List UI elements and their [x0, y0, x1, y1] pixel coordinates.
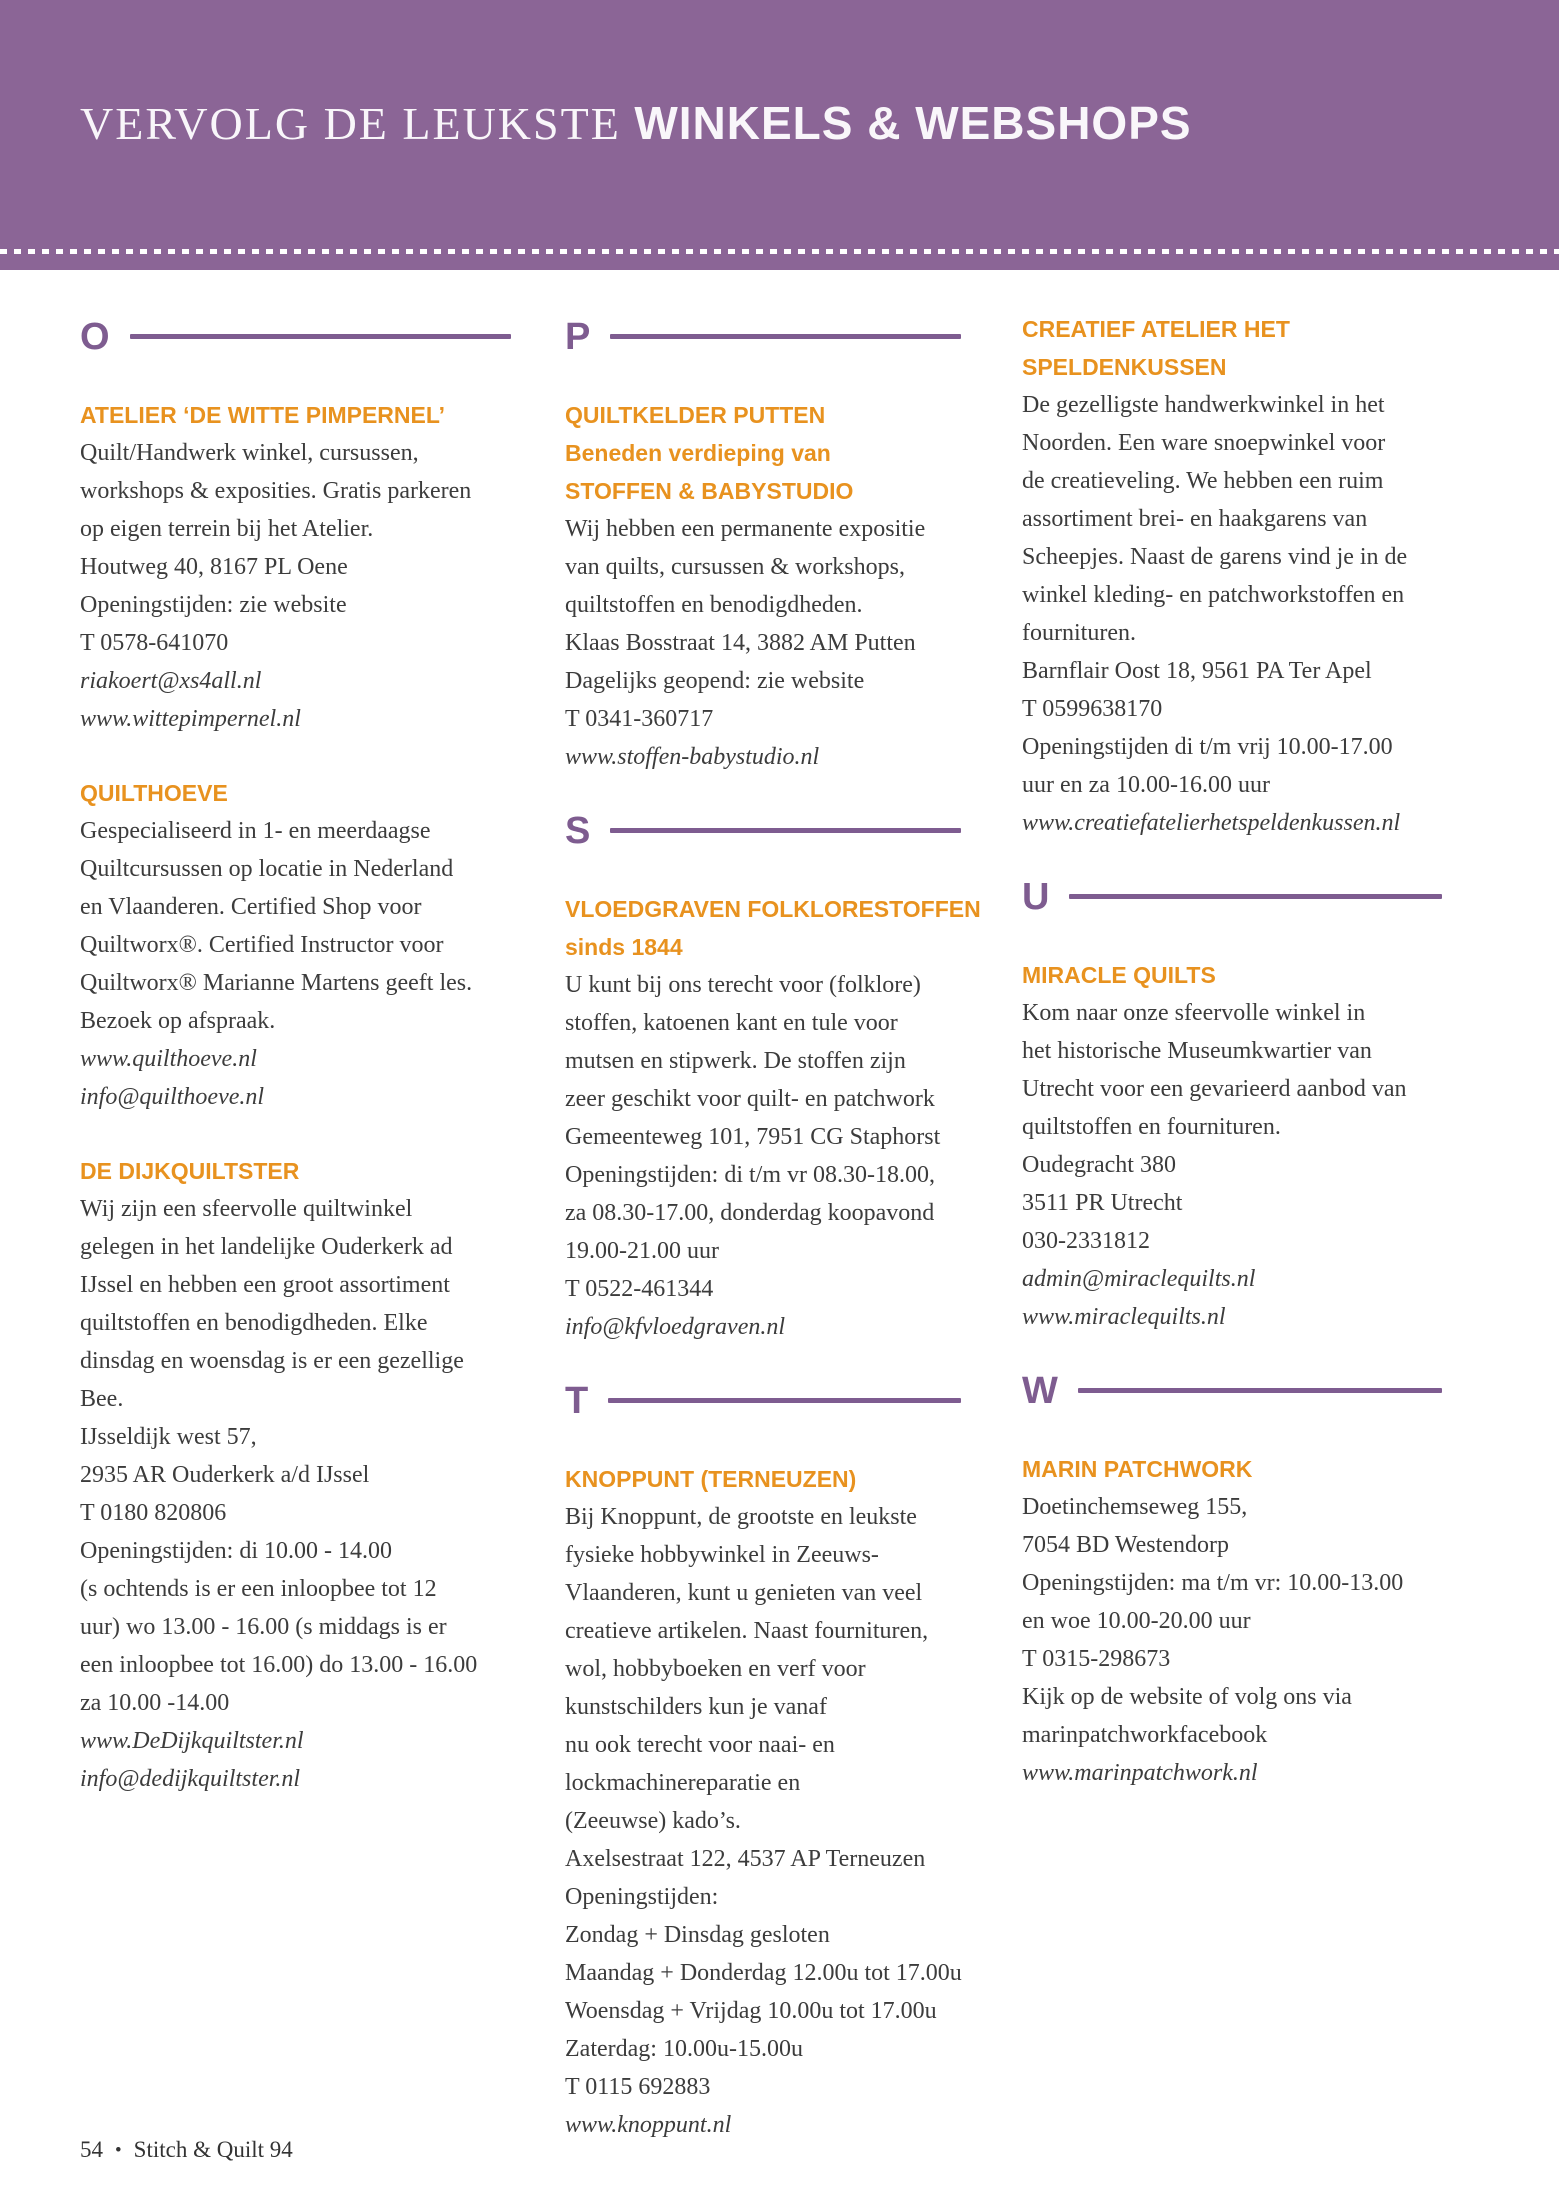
shop-listing [565, 396, 985, 776]
shop-name: MIRACLE QUILTS [1022, 962, 1216, 988]
section-rule [610, 334, 961, 339]
shop-detail: Zondag + Dinsdag gesloten [565, 1922, 830, 1948]
section-letter-w [1022, 1372, 1466, 1410]
shop-detail: marinpatchworkfacebook [1022, 1722, 1268, 1748]
section-letter-label: T [565, 1380, 589, 1422]
shop-listing [565, 1460, 985, 2144]
shop-detail: Gemeenteweg 101, 7951 CG Staphorst [565, 1124, 941, 1150]
shop-detail: Openingstijden: [565, 1884, 719, 1910]
shop-link: riakoert@xs4all.nl [80, 668, 262, 694]
shop-link: www.creatiefatelierhetspeldenkussen.nl [1022, 810, 1401, 836]
shop-detail: van quilts, cursussen & workshops, [565, 554, 905, 580]
shop-detail: IJssel en hebben een groot assortiment [80, 1272, 450, 1298]
shop-detail: 030-2331812 [1022, 1228, 1150, 1254]
shop-detail: Openingstijden: zie website [80, 592, 347, 618]
shop-detail: za 10.00 -14.00 [80, 1690, 230, 1716]
shop-detail: T 0115 692883 [565, 2074, 711, 2100]
shop-link: www.DeDijkquiltster.nl [80, 1728, 304, 1754]
shop-detail: Woensdag + Vrijdag 10.00u tot 17.00u [565, 1998, 937, 2024]
shop-detail: quiltstoffen en fournituren. [1022, 1114, 1281, 1140]
section-letter-o [80, 318, 535, 356]
shop-detail: quiltstoffen en benodigdheden. Elke [80, 1310, 428, 1336]
shop-detail: (s ochtends is er een inloopbee tot 12 [80, 1576, 437, 1602]
page-footer [80, 2137, 293, 2163]
shop-detail: creatieve artikelen. Naast fournituren, [565, 1618, 929, 1644]
shop-detail: Openingstijden di t/m vrij 10.00-17.00 [1022, 734, 1393, 760]
shop-detail: en Vlaanderen. Certified Shop voor [80, 894, 422, 920]
shop-detail: Vlaanderen, kunt u genieten van veel [565, 1580, 923, 1606]
shop-detail: uur) wo 13.00 - 16.00 (s middags is er [80, 1614, 447, 1640]
shop-detail: T 0180 820806 [80, 1500, 227, 1526]
shop-detail: Openingstijden: di t/m vr 08.30-18.00, [565, 1162, 935, 1188]
shop-listing [80, 1152, 535, 1798]
shop-name: VLOEDGRAVEN FOLKLORESTOFFEN [565, 896, 981, 922]
shop-link: info@kfvloedgraven.nl [565, 1314, 786, 1340]
shop-link: www.quilthoeve.nl [80, 1046, 257, 1072]
shop-detail: De gezelligste handwerkwinkel in het [1022, 392, 1385, 418]
shop-detail: T 0578-641070 [80, 630, 229, 656]
shop-detail: (Zeeuwse) kado’s. [565, 1808, 741, 1834]
shop-detail: quiltstoffen en benodigdheden. [565, 592, 863, 618]
shop-detail: een inloopbee tot 16.00) do 13.00 - 16.00 [80, 1652, 478, 1678]
shop-detail: fysieke hobbywinkel in Zeeuws- [565, 1542, 879, 1568]
shop-detail: Noorden. Een ware snoepwinkel voor [1022, 430, 1386, 456]
page-title [80, 96, 1192, 150]
shop-link: info@dedijkquiltster.nl [80, 1766, 301, 1792]
shop-detail: workshops & exposities. Gratis parkeren [80, 478, 472, 504]
section-letter-label: W [1022, 1370, 1058, 1412]
shop-detail: U kunt bij ons terecht voor (folklore) [565, 972, 921, 998]
shop-link: www.marinpatchwork.nl [1022, 1760, 1258, 1786]
shop-detail: gelegen in het landelijke Ouderkerk ad [80, 1234, 453, 1260]
section-rule [1078, 1388, 1442, 1393]
shop-detail: kunstschilders kun je vanaf [565, 1694, 827, 1720]
section-letter-t [565, 1382, 985, 1420]
shop-detail: lockmachinereparatie en [565, 1770, 801, 1796]
shop-detail: nu ook terecht voor naai- en [565, 1732, 835, 1758]
section-letter-label: P [565, 316, 591, 358]
shop-name: KNOPPUNT (TERNEUZEN) [565, 1466, 857, 1492]
shop-detail: Utrecht voor een gevarieerd aanbod van [1022, 1076, 1407, 1102]
shop-detail: Quiltcursussen op locatie in Nederland [80, 856, 454, 882]
shop-link: www.wittepimpernel.nl [80, 706, 301, 732]
shop-detail: Wij zijn een sfeervolle quiltwinkel [80, 1196, 413, 1222]
shop-listing [80, 396, 535, 738]
shop-link: www.stoffen-babystudio.nl [565, 744, 820, 770]
footer-bullet-icon: • [115, 2140, 122, 2161]
shop-detail: 7054 BD Westendorp [1022, 1532, 1229, 1558]
shop-detail: Quiltworx® Marianne Martens geeft les. [80, 970, 473, 996]
section-letter-u [1022, 878, 1466, 916]
shop-listing [1022, 1450, 1466, 1792]
shop-name: SPELDENKUSSEN [1022, 354, 1227, 380]
shop-detail: Scheepjes. Naast de garens vind je in de [1022, 544, 1408, 570]
shop-name: STOFFEN & BABYSTUDIO [565, 478, 854, 504]
shop-name: DE DIJKQUILTSTER [80, 1158, 300, 1184]
shop-detail: Openingstijden: di 10.00 - 14.00 [80, 1538, 392, 1564]
shop-detail: winkel kleding- en patchworkstoffen en [1022, 582, 1405, 608]
shop-detail: het historische Museumkwartier van [1022, 1038, 1372, 1064]
shop-listing [80, 774, 535, 1116]
shop-detail: Dagelijks geopend: zie website [565, 668, 865, 694]
page-title-bold: WINKELS & WEBSHOPS [634, 97, 1192, 149]
shop-detail: mutsen en stipwerk. De stoffen zijn [565, 1048, 906, 1074]
shop-detail: uur en za 10.00-16.00 uur [1022, 772, 1270, 798]
dashed-divider [0, 249, 1559, 254]
shop-name: QUILTKELDER PUTTEN [565, 402, 826, 428]
shop-detail: zeer geschikt voor quilt- en patchwork [565, 1086, 935, 1112]
shop-listing [1022, 956, 1466, 1336]
shop-detail: Gespecialiseerd in 1- en meerdaagse [80, 818, 431, 844]
shop-detail: Bij Knoppunt, de grootste en leukste [565, 1504, 917, 1530]
shop-name: MARIN PATCHWORK [1022, 1456, 1253, 1482]
shop-detail: Wij hebben een permanente expositie [565, 516, 926, 542]
shop-link: www.knoppunt.nl [565, 2112, 732, 2138]
shop-name: ATELIER ‘DE WITTE PIMPERNEL’ [80, 402, 446, 428]
shop-detail: Barnflair Oost 18, 9561 PA Ter Apel [1022, 658, 1372, 684]
section-letter-p [565, 318, 985, 356]
shop-detail: Openingstijden: ma t/m vr: 10.00-13.00 [1022, 1570, 1404, 1596]
section-letter-label: S [565, 810, 591, 852]
shop-detail: wol, hobbyboeken en verf voor [565, 1656, 866, 1682]
page-title-light: VERVOLG DE LEUKSTE [80, 98, 635, 149]
shop-detail: Klaas Bosstraat 14, 3882 AM Putten [565, 630, 916, 656]
column-1 [80, 310, 535, 1834]
shop-detail: za 08.30-17.00, donderdag koopavond [565, 1200, 935, 1226]
page-header [0, 0, 1559, 270]
section-letter-s [565, 812, 985, 850]
shop-detail: 19.00-21.00 uur [565, 1238, 719, 1264]
shop-detail: T 0599638170 [1022, 696, 1163, 722]
shop-detail: Quilt/Handwerk winkel, cursussen, [80, 440, 419, 466]
directory-columns [0, 270, 1559, 2180]
section-rule [608, 1398, 961, 1403]
shop-detail: Zaterdag: 10.00u-15.00u [565, 2036, 803, 2062]
shop-detail: stoffen, katoenen kant en tule voor [565, 1010, 898, 1036]
shop-link: www.miraclequilts.nl [1022, 1304, 1226, 1330]
shop-listing [565, 890, 985, 1346]
shop-listing [1022, 310, 1466, 842]
shop-detail: Oudegracht 380 [1022, 1152, 1176, 1178]
shop-detail: Doetinchemseweg 155, [1022, 1494, 1248, 1520]
column-3 [1022, 310, 1466, 1828]
shop-detail: dinsdag en woensdag is er een gezellige [80, 1348, 464, 1374]
shop-name: sinds 1844 [565, 934, 683, 960]
shop-detail: de creatieveling. We hebben een ruim [1022, 468, 1384, 494]
shop-detail: T 0315-298673 [1022, 1646, 1171, 1672]
column-2 [565, 310, 985, 2180]
shop-detail: Kijk op de website of volg ons via [1022, 1684, 1352, 1710]
section-letter-label: O [80, 316, 110, 358]
shop-detail: Kom naar onze sfeervolle winkel in [1022, 1000, 1366, 1026]
section-letter-label: U [1022, 876, 1050, 918]
magazine-title: Stitch & Quilt 94 [133, 2137, 293, 2162]
page-number: 54 [80, 2137, 103, 2162]
shop-detail: op eigen terrein bij het Atelier. [80, 516, 374, 542]
shop-detail: en woe 10.00-20.00 uur [1022, 1608, 1251, 1634]
section-rule [1069, 894, 1442, 899]
section-rule [130, 334, 511, 339]
shop-name: Beneden verdieping van [565, 440, 831, 466]
shop-detail: T 0341-360717 [565, 706, 714, 732]
shop-detail: Houtweg 40, 8167 PL Oene [80, 554, 348, 580]
shop-name: CREATIEF ATELIER HET [1022, 316, 1290, 342]
section-rule [610, 828, 961, 833]
shop-link: info@quilthoeve.nl [80, 1084, 265, 1110]
shop-detail: 2935 AR Ouderkerk a/d IJssel [80, 1462, 370, 1488]
shop-detail: Bezoek op afspraak. [80, 1008, 276, 1034]
shop-name: QUILTHOEVE [80, 780, 228, 806]
shop-detail: 3511 PR Utrecht [1022, 1190, 1183, 1216]
shop-detail: T 0522-461344 [565, 1276, 714, 1302]
shop-detail: Quiltworx®. Certified Instructor voor [80, 932, 444, 958]
shop-detail: Axelsestraat 122, 4537 AP Terneuzen [565, 1846, 926, 1872]
shop-detail: Maandag + Donderdag 12.00u tot 17.00u [565, 1960, 962, 1986]
shop-detail: IJsseldijk west 57, [80, 1424, 257, 1450]
shop-link: admin@miraclequilts.nl [1022, 1266, 1256, 1292]
shop-detail: fournituren. [1022, 620, 1136, 646]
shop-detail: Bee. [80, 1386, 124, 1412]
shop-detail: assortiment brei- en haakgarens van [1022, 506, 1368, 532]
